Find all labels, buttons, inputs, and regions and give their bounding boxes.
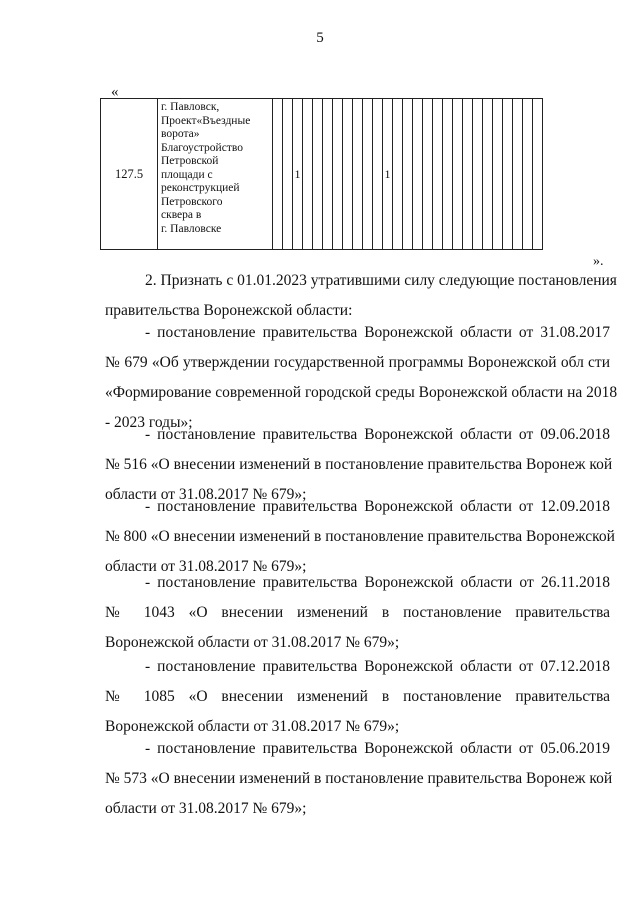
- text-line: области от 31.08.2017 № 679»;: [105, 486, 307, 503]
- text-line: «Формирование современной городской среды Воронежской области на 2018: [105, 384, 618, 401]
- text-line: - постановление правительства Воронежской области от 09.06.2018: [145, 426, 610, 443]
- repealed-resolution-item: [105, 568, 610, 658]
- table-cell: [343, 99, 353, 250]
- table-cell: [273, 99, 283, 250]
- description-line: Петровской: [161, 155, 219, 167]
- table-cell: [323, 99, 333, 250]
- description-line: Благоустройство: [161, 141, 243, 154]
- text-line: № 573 «О внесении изменений в постановление правительства Воронеж кой: [105, 770, 613, 787]
- table-cell: [453, 99, 463, 250]
- table-cell: [513, 99, 523, 250]
- table-cell: [413, 99, 423, 250]
- table-cell: [493, 99, 503, 250]
- description-line: г. Павловск,: [161, 101, 220, 113]
- table-cell: [303, 99, 313, 250]
- table-cell: [523, 99, 533, 250]
- opening-quote: «: [111, 84, 119, 100]
- text-line: - постановление правительства Воронежской области от 05.06.2019: [145, 740, 610, 757]
- table-cell: [393, 99, 403, 250]
- description-cell: [158, 99, 273, 250]
- table-row: [101, 99, 543, 250]
- table-cell: [313, 99, 323, 250]
- text-line: - 2023 годы»;: [105, 414, 193, 431]
- text-line: № 800 «О внесении изменений в постановление правительства Воронежской: [105, 528, 615, 545]
- text-line: - постановление правительства Воронежской области от 07.12.2018: [145, 658, 610, 675]
- table-cell: [333, 99, 343, 250]
- table-cell: 1: [383, 99, 393, 250]
- text-line: - постановление правительства Воронежской области от 12.09.2018: [145, 498, 610, 515]
- table-cell: [463, 99, 473, 250]
- table-cell: 1: [293, 99, 303, 250]
- text-line: Воронежской области от 31.08.2017 № 679»;: [105, 634, 400, 651]
- text-line: № 516 «О внесении изменений в постановление правительства Воронеж кой: [105, 456, 613, 473]
- description-line: Петровского: [161, 195, 223, 208]
- program-table: [100, 98, 543, 250]
- table-cell: [403, 99, 413, 250]
- text-line: № 1085 «О внесении изменений в постановление правительства: [105, 688, 610, 705]
- text-line: области от 31.08.2017 № 679»;: [105, 558, 307, 575]
- repealed-resolution-item: [105, 734, 613, 824]
- clause-2-paragraph: [105, 266, 617, 326]
- text-line: - постановление правительства Воронежской области от 31.08.2017: [145, 324, 610, 341]
- text-line: № 679 «Об утверждении государственной программы Воронежской обл сти: [105, 354, 610, 371]
- table-cell: [353, 99, 363, 250]
- table-cell: [423, 99, 433, 250]
- table-cell: [443, 99, 453, 250]
- repealed-resolution-item: [105, 652, 610, 742]
- description-line: сквера в: [161, 209, 202, 221]
- description-line: г. Павловске: [161, 222, 222, 235]
- text-line: области от 31.08.2017 № 679»;: [105, 800, 307, 817]
- description-line: Проект«Въездные: [161, 114, 251, 127]
- table-cell: [283, 99, 293, 250]
- page-number: 5: [316, 30, 324, 46]
- text-line: 2. Признать с 01.01.2023 утратившими силу следующие постановления: [145, 272, 617, 289]
- table-cell: [433, 99, 443, 250]
- table-cell: [533, 99, 543, 250]
- text-line: - постановление правительства Воронежской области от 26.11.2018: [145, 574, 610, 591]
- table-cell: [363, 99, 373, 250]
- table-cell: [503, 99, 513, 250]
- closing-quote: ».: [593, 254, 604, 269]
- table-cell: [373, 99, 383, 250]
- text-line: № 1043 «О внесении изменений в постановление правительства: [105, 604, 610, 621]
- description-line: площади с: [161, 168, 213, 181]
- text-line: Воронежской области от 31.08.2017 № 679»;: [105, 718, 400, 735]
- table-cell: [483, 99, 493, 250]
- description-line: ворота»: [161, 128, 200, 140]
- text-line: правительства Воронежской области:: [105, 302, 353, 319]
- row-number-cell: 127.5: [101, 99, 158, 250]
- description-line: реконструкцией: [161, 182, 240, 194]
- table-cell: [473, 99, 483, 250]
